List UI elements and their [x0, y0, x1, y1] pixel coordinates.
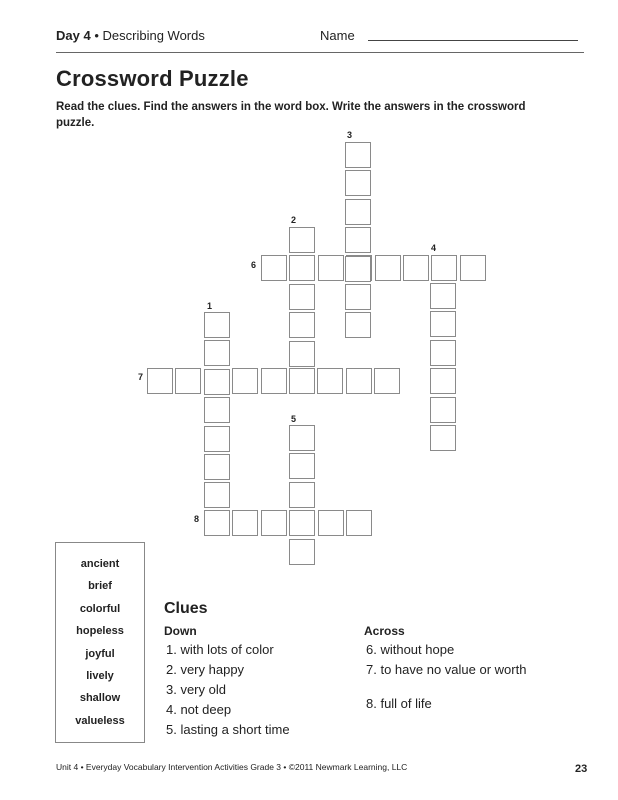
- crossword-cell[interactable]: [289, 482, 315, 508]
- word-box-item: lively: [86, 669, 114, 682]
- word-box-item: ancient: [80, 558, 120, 570]
- clue-number-2: 2: [291, 215, 297, 225]
- crossword-cell[interactable]: [345, 199, 371, 225]
- clues-title: Clues: [164, 600, 208, 617]
- down-clue-5: 5. lasting a short time: [166, 722, 290, 737]
- clue-number-4: 4: [431, 243, 437, 253]
- crossword-cell[interactable]: [204, 454, 230, 480]
- topic-label: Describing Words: [102, 28, 205, 43]
- word-box-item: hopeless: [76, 625, 124, 638]
- down-heading: Down: [164, 624, 197, 638]
- crossword-cell[interactable]: [430, 425, 456, 451]
- crossword-cell[interactable]: [318, 510, 344, 536]
- crossword-cell[interactable]: [430, 340, 456, 366]
- crossword-cell[interactable]: [345, 170, 371, 196]
- crossword-cell[interactable]: [345, 312, 371, 338]
- clue-number-8: 8: [194, 514, 200, 524]
- crossword-cell[interactable]: [204, 426, 230, 452]
- crossword-cell[interactable]: [430, 311, 456, 337]
- clue-number-5: 5: [291, 414, 297, 424]
- header-bullet: •: [94, 28, 99, 43]
- page-number: 23: [575, 763, 588, 775]
- crossword-cell[interactable]: [318, 255, 344, 281]
- crossword-cell[interactable]: [430, 368, 456, 394]
- crossword-cell[interactable]: [204, 340, 230, 366]
- across-heading: Across: [364, 624, 405, 638]
- across-clue-8: 8. full of life: [366, 696, 432, 711]
- crossword-cell[interactable]: [261, 255, 287, 281]
- crossword-cell[interactable]: [346, 510, 372, 536]
- crossword-cell[interactable]: [175, 368, 201, 394]
- header-divider: [56, 52, 584, 53]
- page-header: [56, 28, 205, 43]
- across-clue-7: 7. to have no value or worth: [366, 662, 527, 677]
- crossword-cell[interactable]: [289, 425, 315, 451]
- crossword-cell[interactable]: [289, 312, 315, 338]
- crossword-cell[interactable]: [232, 510, 258, 536]
- crossword-cell[interactable]: [403, 255, 429, 281]
- crossword-cell[interactable]: [289, 539, 315, 565]
- crossword-cell[interactable]: [289, 341, 315, 367]
- clue-number-6: 6: [251, 260, 257, 270]
- crossword-cell[interactable]: [374, 368, 400, 394]
- crossword-cell[interactable]: [204, 397, 230, 423]
- crossword-cell[interactable]: [431, 255, 457, 281]
- crossword-cell[interactable]: [204, 312, 230, 338]
- crossword-cell[interactable]: [430, 397, 456, 423]
- name-label: Name: [320, 28, 355, 43]
- clue-number-7: 7: [138, 372, 144, 382]
- down-clue-3: 3. very old: [166, 682, 226, 697]
- crossword-cell[interactable]: [261, 510, 287, 536]
- word-box-item: joyful: [85, 647, 115, 660]
- clue-number-3: 3: [347, 130, 353, 140]
- crossword-cell[interactable]: [345, 227, 371, 253]
- clue-number-1: 1: [207, 301, 213, 311]
- crossword-cell[interactable]: [261, 368, 287, 394]
- crossword-cell[interactable]: [345, 142, 371, 168]
- crossword-cell[interactable]: [460, 255, 486, 281]
- crossword-cell[interactable]: [317, 368, 343, 394]
- day-label: Day 4: [56, 28, 91, 43]
- word-box: [55, 542, 145, 743]
- page-title: Crossword Puzzle: [56, 66, 249, 91]
- crossword-cell[interactable]: [289, 227, 315, 253]
- crossword-cell[interactable]: [289, 284, 315, 310]
- crossword-cell[interactable]: [430, 283, 456, 309]
- crossword-cell[interactable]: [345, 256, 371, 282]
- crossword-cell[interactable]: [204, 369, 230, 395]
- word-box-item: valueless: [75, 714, 125, 727]
- word-box-item: brief: [88, 580, 112, 593]
- crossword-cell[interactable]: [147, 368, 173, 394]
- crossword-cell[interactable]: [289, 255, 315, 281]
- across-clue-6: 6. without hope: [366, 642, 455, 657]
- crossword-cell[interactable]: [375, 255, 401, 281]
- name-line[interactable]: [368, 40, 578, 41]
- down-clue-1: 1. with lots of color: [166, 642, 274, 657]
- crossword-cell[interactable]: [289, 368, 315, 394]
- word-box-item: colorful: [79, 602, 121, 615]
- crossword-cell[interactable]: [289, 453, 315, 479]
- crossword-cell[interactable]: [289, 510, 315, 536]
- crossword-cell[interactable]: [204, 510, 230, 536]
- word-box-item: shallow: [79, 692, 121, 705]
- crossword-cell[interactable]: [232, 368, 258, 394]
- instructions: Read the clues. Find the answers in the word box. Write the answers in the crossword puzzle.: [56, 101, 526, 129]
- crossword-cell[interactable]: [345, 284, 371, 310]
- down-clue-2: 2. very happy: [166, 662, 245, 677]
- footer-text: Unit 4 • Everyday Vocabulary Intervention Activities Grade 3 • ©2011 Newmark Learning, LLC: [56, 762, 408, 772]
- crossword-cell[interactable]: [346, 368, 372, 394]
- down-clue-4: 4. not deep: [166, 702, 232, 717]
- crossword-cell[interactable]: [204, 482, 230, 508]
